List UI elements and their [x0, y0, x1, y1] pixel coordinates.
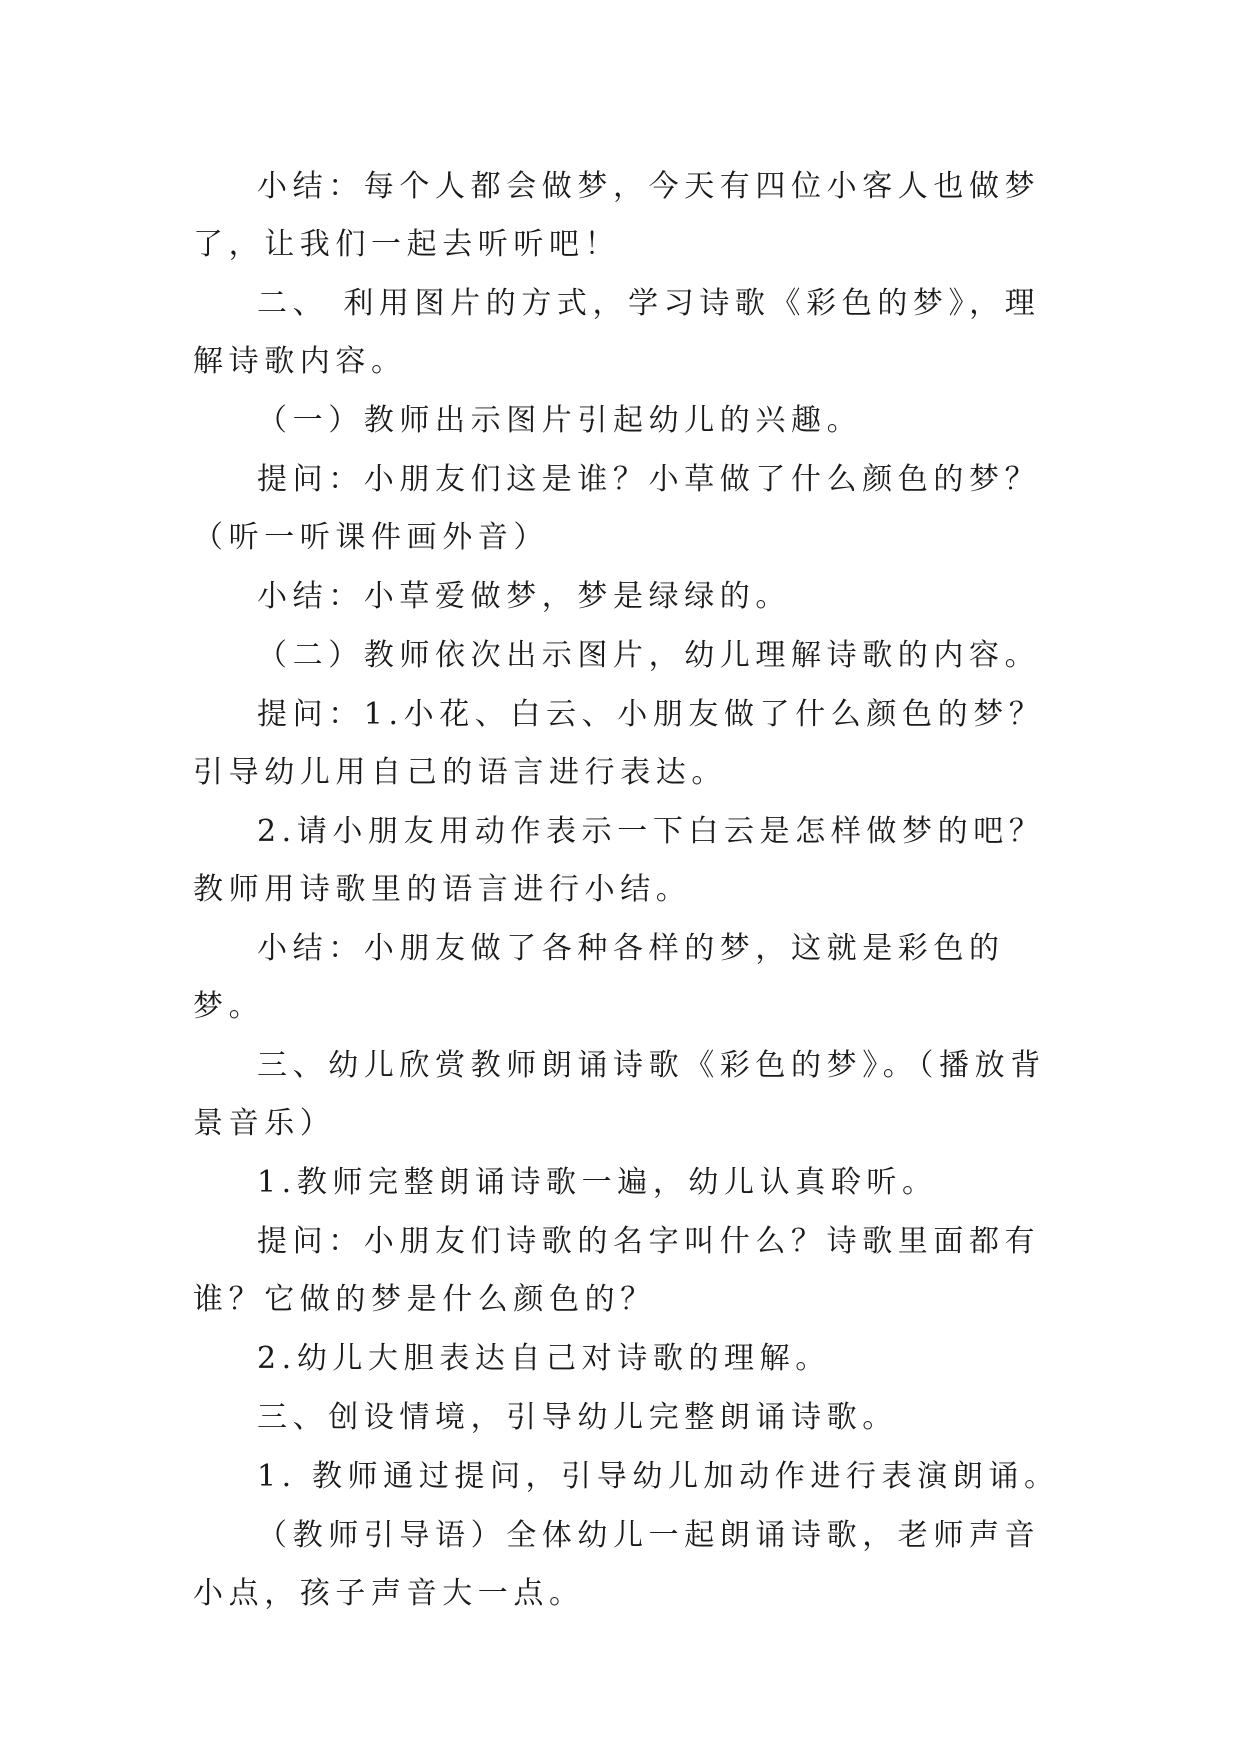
document-body [193, 158, 1063, 1624]
paragraph-summary-grass: 小结：小草爱做梦，梦是绿绿的。 [257, 579, 791, 614]
paragraph-subsection-one: （一）教师出示图片引起幼儿的兴趣。 [257, 403, 863, 438]
paragraph-section-three-scene: 三、创设情境，引导幼儿完整朗诵诗歌。 [257, 1400, 898, 1435]
paragraph-teacher-guide: （教师引导语）全体幼儿一起朗诵诗歌，老师声音小点，孩子声音大一点。 [193, 1518, 1041, 1611]
paragraph-section-two: 二、 利用图片的方式，学习诗歌《彩色的梦》，理解诗歌内容。 [193, 286, 1041, 379]
paragraph-subsection-two: （二）教师依次出示图片，幼儿理解诗歌的内容。 [257, 638, 1041, 673]
paragraph-cloud-action: 2.请小朋友用动作表示一下白云是怎样做梦的吧？教师用诗歌里的语言进行小结。 [193, 814, 1045, 907]
paragraph-question-colors: 提问：1.小花、白云、小朋友做了什么颜色的梦？引导幼儿用自己的语言进行表达。 [193, 697, 1045, 790]
paragraph-summary-intro: 小结：每个人都会做梦，今天有四位小客人也做梦了，让我们一起去听听吧！ [193, 169, 1041, 262]
paragraph-section-three-appreciate: 三、幼儿欣赏教师朗诵诗歌《彩色的梦》。（播放背景音乐） [193, 1048, 1046, 1141]
paragraph-question-poem: 提问：小朋友们诗歌的名字叫什么？诗歌里面都有谁？它做的梦是什么颜色的？ [193, 1224, 1041, 1317]
paragraph-express-understanding: 2.幼儿大胆表达自己对诗歌的理解。 [257, 1341, 831, 1376]
paragraph-summary-dreams: 小结：小朋友做了各种各样的梦，这就是彩色的梦。 [193, 931, 1005, 1024]
paragraph-question-grass: 提问：小朋友们这是谁？小草做了什么颜色的梦？（听一听课件画外音） [193, 462, 1041, 555]
paragraph-perform-recite: 1. 教师通过提问，引导幼儿加动作进行表演朗诵。 [257, 1459, 1060, 1494]
paragraph-recite-once: 1.教师完整朗诵诗歌一遍，幼儿认真聆听。 [257, 1165, 938, 1200]
